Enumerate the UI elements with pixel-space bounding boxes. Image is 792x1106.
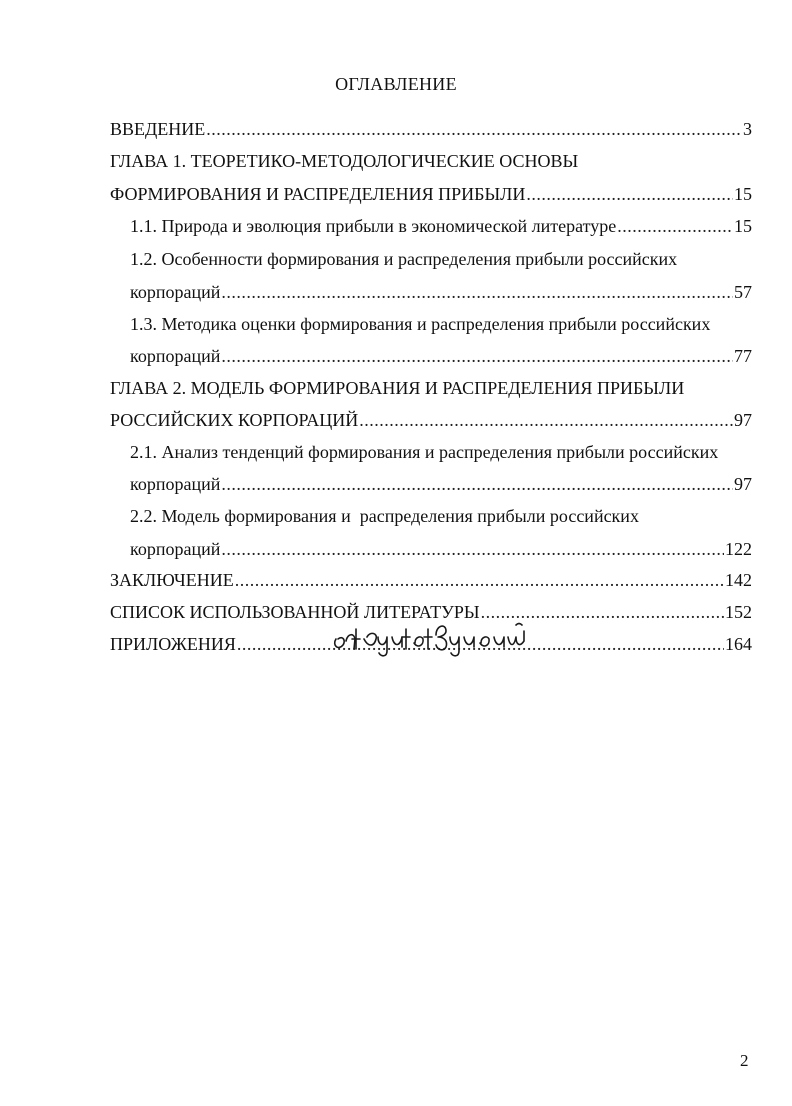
toc-entry-intro [110, 118, 752, 140]
toc-entry-chapter-2 [110, 377, 752, 399]
dot-leader [206, 118, 742, 140]
dot-leader [617, 215, 733, 237]
dot-leader [235, 569, 724, 591]
dot-leader [221, 281, 733, 303]
toc-page-number: 142 [725, 570, 752, 590]
toc-entry-title: корпораций [130, 282, 221, 302]
toc-entry-section-1-3-cont [130, 345, 752, 367]
dot-leader [221, 473, 733, 495]
dot-leader [221, 345, 733, 367]
toc-entry-title: ПРИЛОЖЕНИЯ [110, 634, 236, 654]
toc-entry-chapter-2-cont [110, 409, 752, 431]
toc-entry-section-2-1 [130, 441, 752, 463]
toc-entry-title: 1.3. Методика оценки формирования и распределения прибыли российских [130, 314, 711, 334]
toc-entry-title: корпораций [130, 474, 221, 494]
toc-entry-chapter-1-cont [110, 183, 752, 205]
page-title: ОГЛАВЛЕНИЕ [335, 74, 457, 94]
toc-entry-title: ФОРМИРОВАНИЯ И РАСПРЕДЕЛЕНИЯ ПРИБЫЛИ [110, 184, 526, 204]
toc-entry-title: ВВЕДЕНИЕ [110, 119, 206, 139]
toc-page-number: 152 [725, 602, 752, 622]
toc-page-number: 15 [734, 184, 752, 204]
toc-page-number: 122 [725, 539, 752, 559]
toc-entry-section-2-2 [130, 505, 752, 527]
toc-entry-section-1-2-cont [130, 281, 752, 303]
toc-page-number: 57 [734, 282, 752, 302]
toc-entry-title: ГЛАВА 1. ТЕОРЕТИКО-МЕТОДОЛОГИЧЕСКИЕ ОСНОВЫ [110, 151, 579, 171]
toc-entry-title: корпораций [130, 539, 221, 559]
toc-page-number: 15 [734, 216, 752, 236]
toc-entry-chapter-1 [110, 150, 752, 172]
toc-entry-title: 2.2. Модель формирования и распределения прибыли российских [130, 506, 639, 526]
toc-entry-title: ГЛАВА 2. МОДЕЛЬ ФОРМИРОВАНИЯ И РАСПРЕДЕЛЕНИЯ ПРИБЫЛИ [110, 378, 685, 398]
toc-entry-section-1-2 [130, 248, 752, 270]
toc-entry-title: 1.1. Природа и эволюция прибыли в экономической литературе [130, 216, 617, 236]
toc-entry-section-1-3 [130, 313, 752, 335]
toc-entry-title: ЗАКЛЮЧЕНИЕ [110, 570, 234, 590]
toc-entry-title: корпораций [130, 346, 221, 366]
toc-entry-title: СПИСОК ИСПОЛЬЗОВАННОЙ ЛИТЕРАТУРЫ [110, 602, 480, 622]
toc-entry-section-2-2-cont [130, 538, 752, 560]
toc-entry-title: РОССИЙСКИХ КОРПОРАЦИЙ [110, 410, 359, 430]
toc-page-number: 164 [725, 634, 752, 654]
toc-entry-title: 1.2. Особенности формирования и распределения прибыли российских [130, 249, 678, 269]
toc-page-number: 97 [734, 474, 752, 494]
dot-leader [359, 409, 733, 431]
toc-entry-section-2-1-cont [130, 473, 752, 495]
page-number: 2 [740, 1051, 749, 1070]
dot-leader [526, 183, 733, 205]
toc-entry-section-1-1 [130, 215, 752, 237]
toc-page-number: 77 [734, 346, 752, 366]
toc-page-number: 97 [734, 410, 752, 430]
handwritten-note [330, 617, 530, 661]
toc-entry-title: 2.1. Анализ тенденций формирования и распределения прибыли российских [130, 442, 719, 462]
toc-entry-conclusion [110, 569, 752, 591]
toc-page-number: 3 [743, 119, 752, 139]
dot-leader [221, 538, 724, 560]
